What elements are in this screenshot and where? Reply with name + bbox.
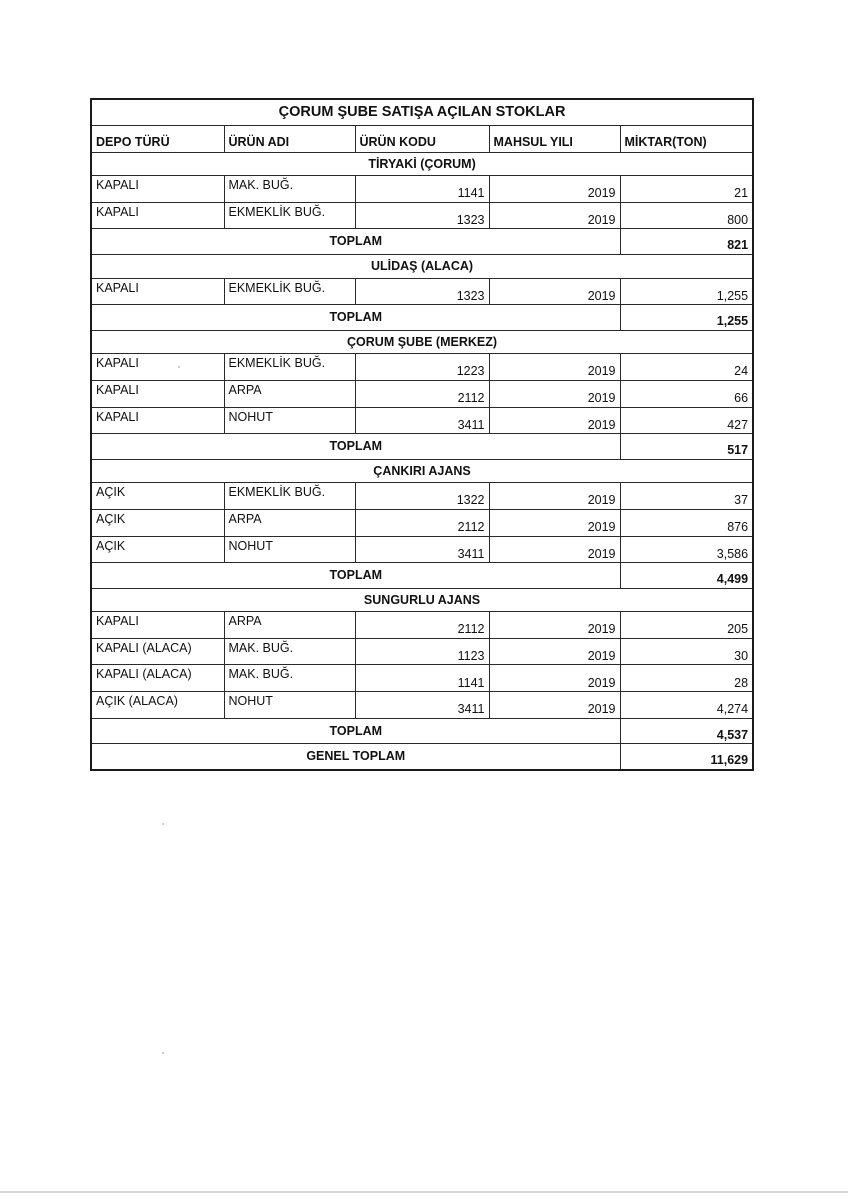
cell-urun-adi: EKMEKLİK BUĞ. bbox=[224, 354, 355, 381]
total-value: 4,537 bbox=[620, 718, 753, 744]
column-header-depo: DEPO TÜRÜ bbox=[91, 126, 224, 153]
table-row bbox=[91, 202, 753, 229]
cell-depo-turu: KAPALI bbox=[91, 278, 224, 305]
group-title: ÇANKIRI AJANS bbox=[91, 459, 753, 483]
scan-edge-line bbox=[0, 1191, 848, 1193]
scan-speck bbox=[178, 366, 180, 368]
total-value: 517 bbox=[620, 434, 753, 460]
cell-depo-turu: KAPALI (ALACA) bbox=[91, 665, 224, 692]
total-value: 1,255 bbox=[620, 305, 753, 331]
table-row bbox=[91, 612, 753, 639]
table-row bbox=[91, 380, 753, 407]
cell-mahsul-yili: 2019 bbox=[489, 612, 620, 639]
table-body bbox=[91, 152, 753, 770]
cell-miktar: 205 bbox=[620, 612, 753, 639]
cell-urun-adi: MAK. BUĞ. bbox=[224, 638, 355, 665]
cell-urun-adi: MAK. BUĞ. bbox=[224, 176, 355, 203]
total-label: TOPLAM bbox=[91, 305, 620, 331]
table-row bbox=[91, 665, 753, 692]
group-title: TİRYAKİ (ÇORUM) bbox=[91, 152, 753, 176]
cell-urun-adi: ARPA bbox=[224, 380, 355, 407]
cell-urun-kodu: 1323 bbox=[355, 278, 489, 305]
group-title: ULİDAŞ (ALACA) bbox=[91, 254, 753, 278]
cell-urun-kodu: 1141 bbox=[355, 176, 489, 203]
cell-depo-turu: KAPALI bbox=[91, 354, 224, 381]
cell-miktar: 800 bbox=[620, 202, 753, 229]
cell-mahsul-yili: 2019 bbox=[489, 509, 620, 536]
cell-depo-turu: KAPALI (ALACA) bbox=[91, 638, 224, 665]
cell-mahsul-yili: 2019 bbox=[489, 202, 620, 229]
document-title: ÇORUM ŞUBE SATIŞA AÇILAN STOKLAR bbox=[91, 99, 753, 126]
cell-urun-adi: MAK. BUĞ. bbox=[224, 665, 355, 692]
total-label: TOPLAM bbox=[91, 229, 620, 255]
table-row bbox=[91, 354, 753, 381]
table-row bbox=[91, 536, 753, 563]
cell-miktar: 37 bbox=[620, 483, 753, 510]
cell-depo-turu: AÇIK bbox=[91, 509, 224, 536]
cell-urun-kodu: 1223 bbox=[355, 354, 489, 381]
total-value: 4,499 bbox=[620, 563, 753, 589]
cell-mahsul-yili: 2019 bbox=[489, 483, 620, 510]
cell-mahsul-yili: 2019 bbox=[489, 638, 620, 665]
table-row bbox=[91, 638, 753, 665]
cell-depo-turu: KAPALI bbox=[91, 202, 224, 229]
cell-miktar: 24 bbox=[620, 354, 753, 381]
cell-depo-turu: AÇIK (ALACA) bbox=[91, 692, 224, 719]
total-label: TOPLAM bbox=[91, 563, 620, 589]
table-row bbox=[91, 176, 753, 203]
cell-mahsul-yili: 2019 bbox=[489, 380, 620, 407]
cell-urun-kodu: 3411 bbox=[355, 407, 489, 434]
cell-urun-kodu: 1322 bbox=[355, 483, 489, 510]
column-header-miktar: MİKTAR(TON) bbox=[620, 126, 753, 153]
group-title: SUNGURLU AJANS bbox=[91, 588, 753, 612]
cell-urun-kodu: 1123 bbox=[355, 638, 489, 665]
cell-urun-kodu: 1323 bbox=[355, 202, 489, 229]
group-header-row bbox=[91, 254, 753, 278]
group-header-row bbox=[91, 588, 753, 612]
cell-miktar: 1,255 bbox=[620, 278, 753, 305]
cell-urun-adi: EKMEKLİK BUĞ. bbox=[224, 202, 355, 229]
cell-miktar: 4,274 bbox=[620, 692, 753, 719]
column-header-kod: ÜRÜN KODU bbox=[355, 126, 489, 153]
total-label: TOPLAM bbox=[91, 434, 620, 460]
group-total-row bbox=[91, 434, 753, 460]
group-total-row bbox=[91, 563, 753, 589]
cell-urun-adi: EKMEKLİK BUĞ. bbox=[224, 278, 355, 305]
cell-urun-kodu: 2112 bbox=[355, 612, 489, 639]
cell-depo-turu: AÇIK bbox=[91, 536, 224, 563]
total-label: TOPLAM bbox=[91, 718, 620, 744]
grand-total-row bbox=[91, 744, 753, 770]
stock-table bbox=[90, 98, 754, 771]
scan-speck bbox=[162, 823, 164, 825]
cell-mahsul-yili: 2019 bbox=[489, 278, 620, 305]
cell-miktar: 28 bbox=[620, 665, 753, 692]
cell-urun-kodu: 2112 bbox=[355, 380, 489, 407]
cell-miktar: 21 bbox=[620, 176, 753, 203]
cell-miktar: 66 bbox=[620, 380, 753, 407]
grand-total-label: GENEL TOPLAM bbox=[91, 744, 620, 770]
cell-miktar: 876 bbox=[620, 509, 753, 536]
cell-urun-kodu: 1141 bbox=[355, 665, 489, 692]
cell-urun-adi: NOHUT bbox=[224, 536, 355, 563]
group-header-row bbox=[91, 330, 753, 354]
column-header-urun: ÜRÜN ADI bbox=[224, 126, 355, 153]
cell-mahsul-yili: 2019 bbox=[489, 665, 620, 692]
cell-urun-adi: EKMEKLİK BUĞ. bbox=[224, 483, 355, 510]
cell-depo-turu: KAPALI bbox=[91, 380, 224, 407]
cell-urun-kodu: 2112 bbox=[355, 509, 489, 536]
cell-mahsul-yili: 2019 bbox=[489, 354, 620, 381]
cell-miktar: 427 bbox=[620, 407, 753, 434]
grand-total-value: 11,629 bbox=[620, 744, 753, 770]
table-row bbox=[91, 692, 753, 719]
table-row bbox=[91, 407, 753, 434]
cell-mahsul-yili: 2019 bbox=[489, 692, 620, 719]
cell-urun-adi: NOHUT bbox=[224, 692, 355, 719]
group-total-row bbox=[91, 229, 753, 255]
group-title: ÇORUM ŞUBE (MERKEZ) bbox=[91, 330, 753, 354]
header-row bbox=[91, 126, 753, 153]
cell-depo-turu: AÇIK bbox=[91, 483, 224, 510]
total-value: 821 bbox=[620, 229, 753, 255]
column-header-yil: MAHSUL YILI bbox=[489, 126, 620, 153]
cell-miktar: 30 bbox=[620, 638, 753, 665]
cell-urun-adi: ARPA bbox=[224, 612, 355, 639]
table-row bbox=[91, 509, 753, 536]
group-header-row bbox=[91, 152, 753, 176]
table-row bbox=[91, 483, 753, 510]
cell-depo-turu: KAPALI bbox=[91, 407, 224, 434]
cell-urun-kodu: 3411 bbox=[355, 692, 489, 719]
cell-urun-kodu: 3411 bbox=[355, 536, 489, 563]
group-header-row bbox=[91, 459, 753, 483]
cell-depo-turu: KAPALI bbox=[91, 612, 224, 639]
cell-mahsul-yili: 2019 bbox=[489, 407, 620, 434]
group-total-row bbox=[91, 718, 753, 744]
table-row bbox=[91, 278, 753, 305]
cell-urun-adi: ARPA bbox=[224, 509, 355, 536]
cell-mahsul-yili: 2019 bbox=[489, 536, 620, 563]
scan-speck bbox=[162, 1052, 164, 1054]
cell-mahsul-yili: 2019 bbox=[489, 176, 620, 203]
group-total-row bbox=[91, 305, 753, 331]
cell-depo-turu: KAPALI bbox=[91, 176, 224, 203]
cell-miktar: 3,586 bbox=[620, 536, 753, 563]
cell-urun-adi: NOHUT bbox=[224, 407, 355, 434]
